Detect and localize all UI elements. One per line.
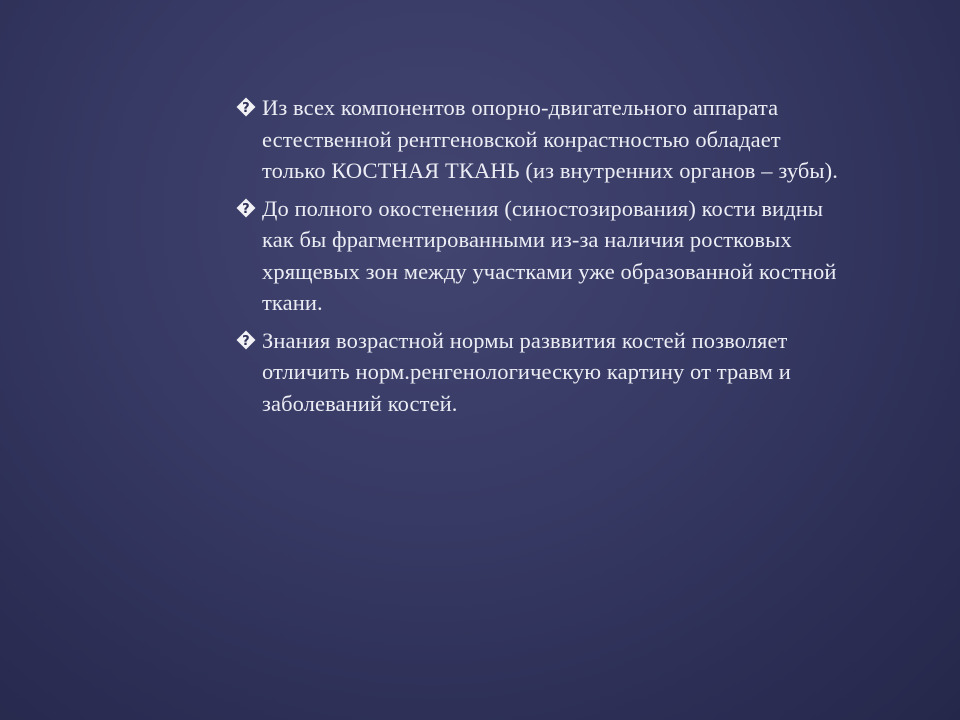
bullet-text: Из всех компонентов опорно-двигательного аппарата естественной рентгеновской конрастностью обладает только КОСТНАЯ ТКАНЬ (из внутренних органов – зубы).: [262, 95, 838, 183]
bullet-item: [236, 325, 846, 420]
replacement-character-icon: [236, 97, 256, 117]
bullet-item: [236, 193, 846, 319]
slide-body: [236, 92, 846, 425]
bullet-text: До полного окостенения (синостозирования) кости видны как бы фрагментированными из-за наличия ростковых хрящевых зон между участками уже образованной костной ткани.: [262, 195, 837, 315]
svg-text:?: ?: [242, 333, 250, 349]
bullet-item: [236, 92, 846, 187]
replacement-character-icon: [236, 198, 256, 218]
svg-text:?: ?: [242, 201, 250, 217]
svg-text:?: ?: [242, 101, 250, 116]
replacement-character-icon: [236, 330, 256, 350]
bullet-text: Знания возрастной нормы разввития костей позволяет отличить норм.ренгенологическую картину от травм и заболеваний костей.: [262, 327, 791, 416]
